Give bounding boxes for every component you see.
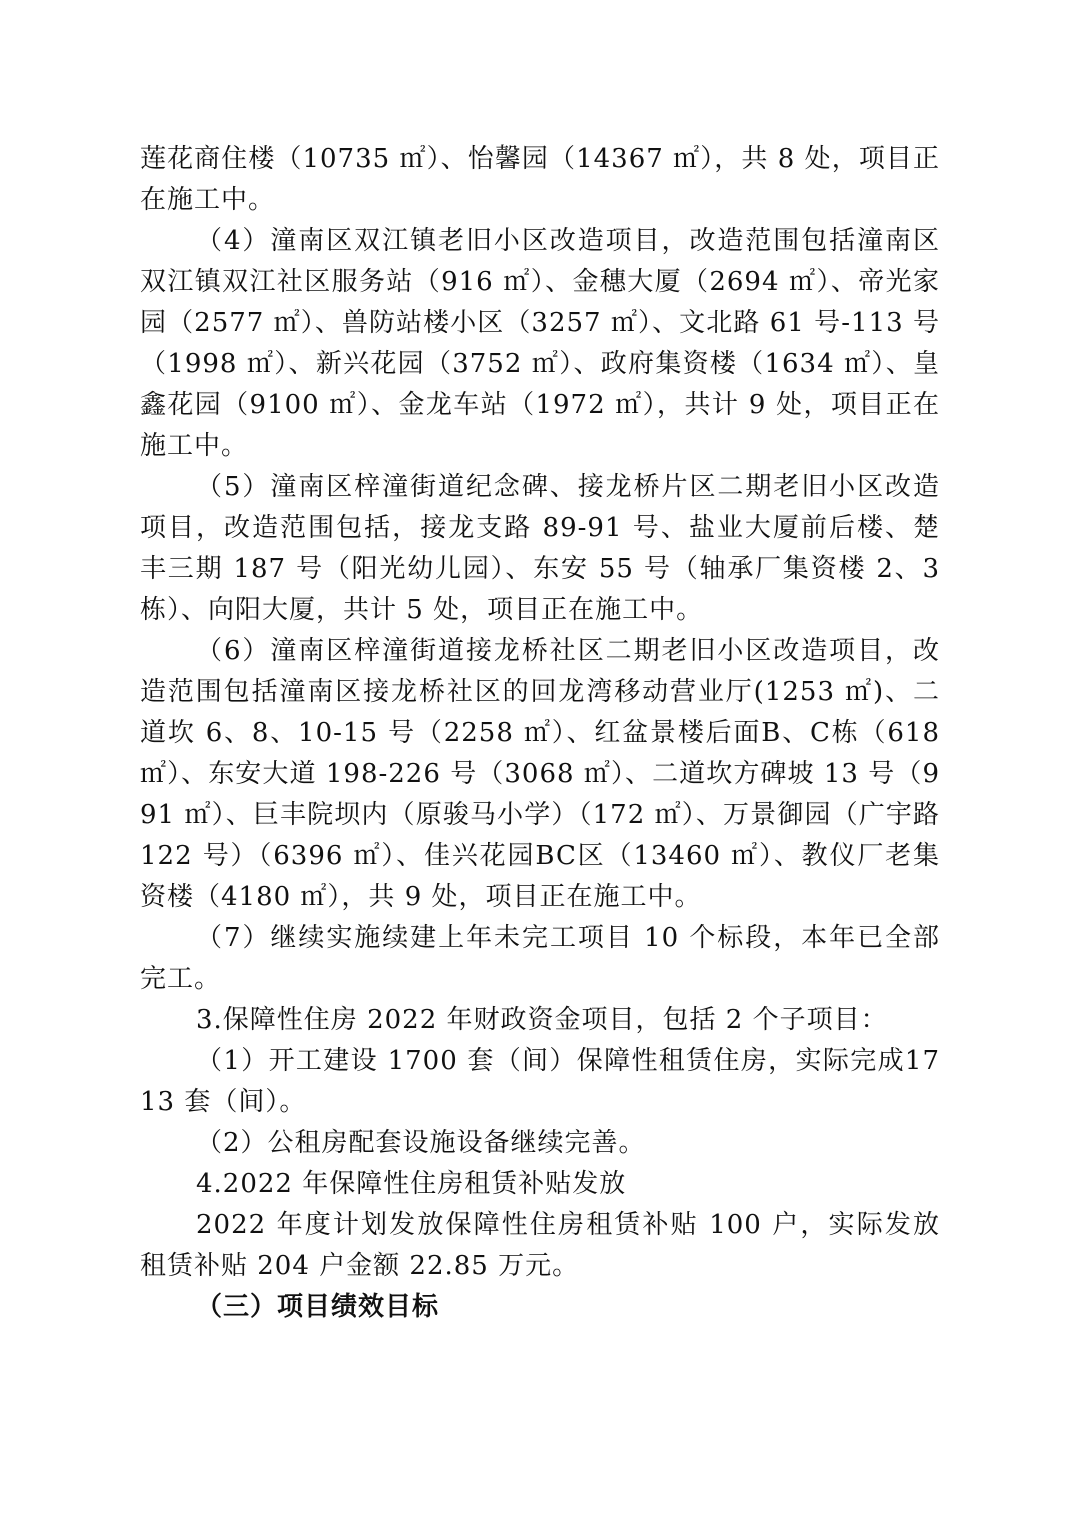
section-heading-performance-goals: （三）项目绩效目标 <box>196 1292 440 1322</box>
paragraph-section-3: 3.保障性住房 2022 年财政资金项目，包括 2 个子项目： <box>196 1005 888 1035</box>
paragraph-section-4: 4.2022 年保障性住房租赁补贴发放 <box>196 1169 627 1199</box>
paragraph-continuation: 莲花商住楼（10735 ㎡）、怡馨园（14367 ㎡），共 8 处，项目正在施工中。 <box>140 144 940 215</box>
paragraph-subitem-1: （1）开工建设 1700 套（间）保障性租赁住房，实际完成1713 套（间）。 <box>140 1046 940 1117</box>
paragraph-item-5: （5）潼南区梓潼街道纪念碑、接龙桥片区二期老旧小区改造项目，改造范围包括，接龙支路 89-91 号、盐业大厦前后楼、楚丰三期 187 号（阳光幼儿园）、东安 55 号（轴承厂集资楼 2、3 栋）、向阳大厦，共计 5 处，项目正在施工中。 <box>140 472 940 625</box>
paragraph-subsidy-detail: 2022 年度计划发放保障性住房租赁补贴 100 户，实际发放租赁补贴 204 户金额 22.85 万元。 <box>140 1210 940 1281</box>
paragraph-subitem-2: （2）公租房配套设施设备继续完善。 <box>196 1128 646 1158</box>
paragraph-item-6: （6）潼南区梓潼街道接龙桥社区二期老旧小区改造项目，改造范围包括潼南区接龙桥社区的回龙湾移动营业厅(1253 ㎡)、二道坎 6、8、10-15 号（2258 ㎡）、红盆景楼后面B、C栋（618 ㎡）、东安大道 198-226 号（3068 ㎡）、二道坎方碑坡 13 号（991 ㎡）、巨丰院坝内（原骏马小学）（172 ㎡）、万景御园（广宇路 122 号）（6396 ㎡）、佳兴花园BC区（13460 ㎡）、教仪厂老集资楼（4180 ㎡），共 9 处，项目正在施工中。 <box>140 636 940 912</box>
document-body <box>140 139 940 1328</box>
paragraph-item-4: （4）潼南区双江镇老旧小区改造项目，改造范围包括潼南区双江镇双江社区服务站（916 ㎡）、金穗大厦（2694 ㎡）、帝光家园（2577 ㎡）、兽防站楼小区（3257 ㎡）、文北路 61 号-113 号（1998 ㎡）、新兴花园（3752 ㎡）、政府集资楼（1634 ㎡）、皇鑫花园（9100 ㎡）、金龙车站（1972 ㎡），共计 9 处，项目正在施工中。 <box>140 226 940 461</box>
paragraph-item-7: （7）继续实施续建上年未完工项目 10 个标段，本年已全部完工。 <box>140 923 940 994</box>
